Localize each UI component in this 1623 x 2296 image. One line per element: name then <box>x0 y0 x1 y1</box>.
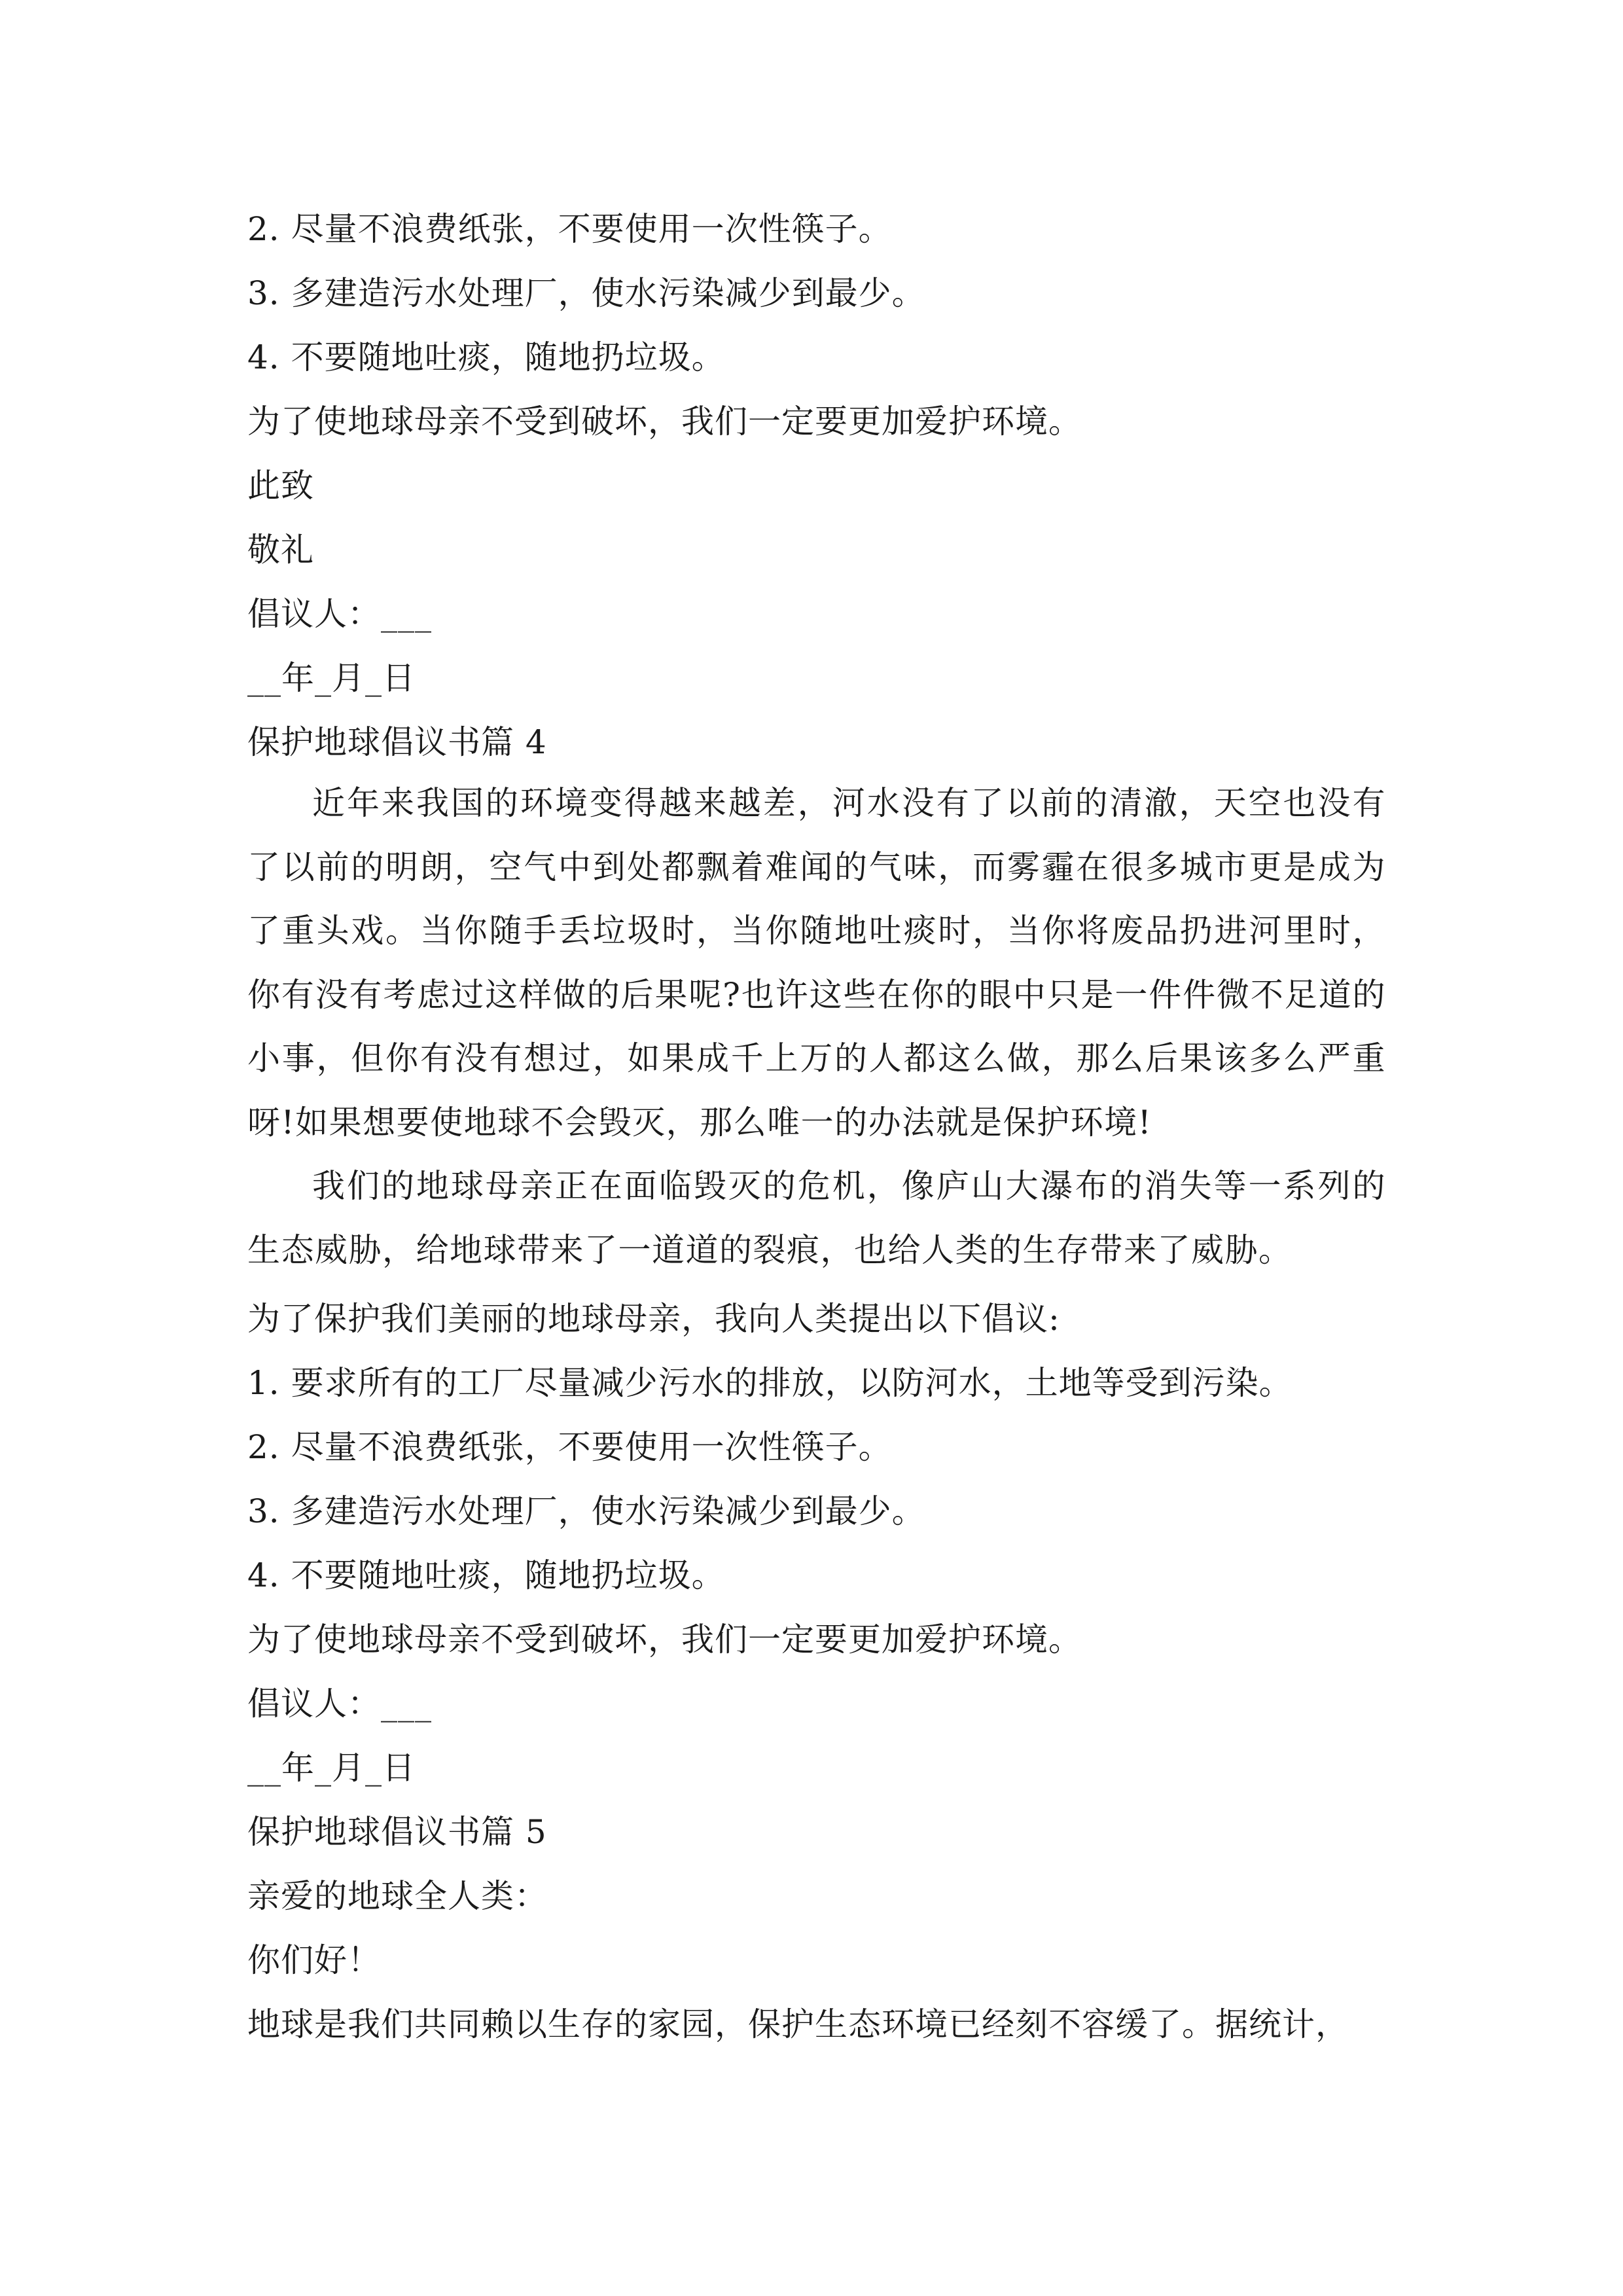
list-item-4: 4. 不要随地吐痰，随地扔垃圾。 <box>247 338 725 376</box>
list-item-4: 4. 不要随地吐痰，随地扔垃圾。 <box>247 1556 725 1594</box>
proposal-intro: 为了保护我们美丽的地球母亲，我向人类提出以下倡议: <box>247 1300 1060 1338</box>
proposer-line: 倡议人：___ <box>247 1685 432 1723</box>
list-item-2: 2. 尽量不浪费纸张，不要使用一次性筷子。 <box>247 210 892 248</box>
proposer-line: 倡议人：___ <box>247 595 432 633</box>
greeting-hello: 你们好！ <box>247 1941 381 1979</box>
body-paragraph-start: 地球是我们共同赖以生存的家园，保护生态环境已经刻不容缓了。据统计， <box>247 2005 1349 2043</box>
list-item-3: 3. 多建造污水处理厂，使水污染减少到最少。 <box>247 274 925 312</box>
date-line: __年_月_日 <box>247 659 416 697</box>
closing-sentence: 为了使地球母亲不受到破坏，我们一定要更加爱护环境。 <box>247 1621 1082 1659</box>
list-item-2: 2. 尽量不浪费纸张，不要使用一次性筷子。 <box>247 1428 892 1466</box>
section-heading-4: 保护地球倡议书篇 4 <box>247 723 547 761</box>
section-heading-5: 保护地球倡议书篇 5 <box>247 1813 547 1851</box>
date-line: __年_月_日 <box>247 1749 416 1787</box>
greeting-recipient: 亲爱的地球全人类： <box>247 1877 548 1915</box>
list-item-3: 3. 多建造污水处理厂，使水污染减少到最少。 <box>247 1492 925 1530</box>
body-paragraph-2: 我们的地球母亲正在面临毁灭的危机，像庐山大瀑布的消失等一系列的生态威胁，给地球带来了一道道的裂痕，也给人类的生存带来了威胁。 <box>247 1167 1386 1269</box>
salutation-jingli: 敬礼 <box>247 531 314 569</box>
closing-sentence: 为了使地球母亲不受到破坏，我们一定要更加爱护环境。 <box>247 403 1082 440</box>
body-paragraph-1: 近年来我国的环境变得越来越差，河水没有了以前的清澈，天空也没有了以前的明朗，空气中到处都飘着难闻的气味，而雾霾在很多城市更是成为了重头戏。当你随手丢垃圾时，当你随地吐痰时，当你将废品扔进河里时，你有没有考虑过这样做的后果呢?也许这些在你的眼中只是一件件微不足道的小事，但你有没有想过，如果成千上万的人都这么做，那么后果该多么严重呀!如果想要使地球不会毁灭，那么唯一的办法就是保护环境! <box>247 784 1386 1141</box>
list-item-1: 1. 要求所有的工厂尽量减少污水的排放，以防河水，土地等受到污染。 <box>247 1364 1293 1402</box>
salutation-cizhi: 此致 <box>247 467 314 505</box>
